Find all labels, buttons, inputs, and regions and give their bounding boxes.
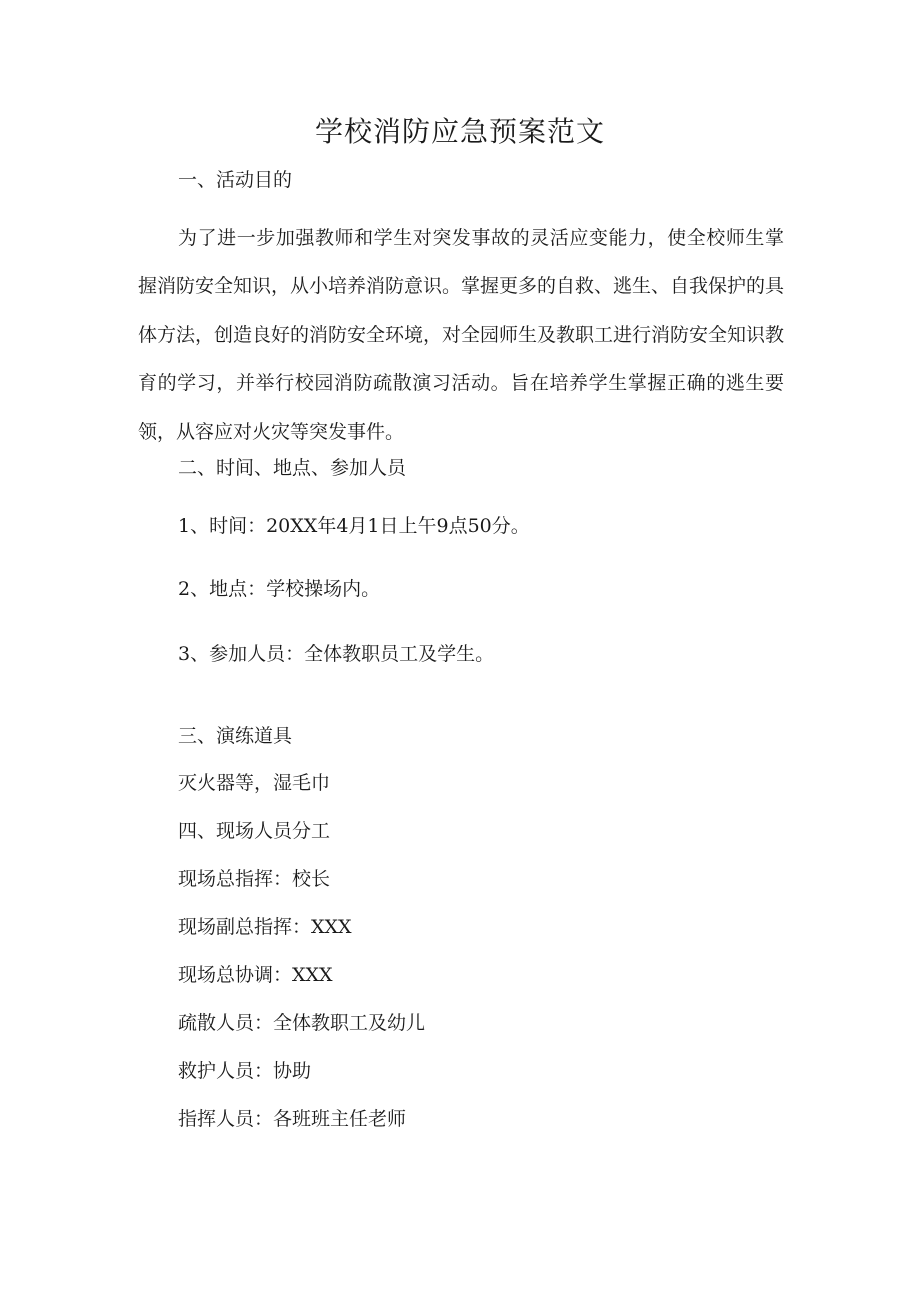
staff-item: 救护人员：协助 <box>178 1060 312 1082</box>
staff-item: 指挥人员：各班班主任老师 <box>178 1108 407 1130</box>
page-title: 学校消防应急预案范文 <box>314 115 605 148</box>
purpose-paragraph: 为了进一步加强教师和学生对突发事故的灵活应变能力，使全校师生掌握消防安全知识，从小培养消防意识。掌握更多的自救、逃生、自我保护的具体方法，创造良好的消防安全环境，对全园师生及教职工进行消防安全知识教育的学习，并举行校园消防疏散演习活动。旨在培养学生掌握正确的逃生要领，从容应对火灾等突发事件。 <box>138 227 785 443</box>
section-heading-equipment: 三、演练道具 <box>178 725 293 747</box>
staff-item: 现场总协调：XXX <box>178 964 333 986</box>
item-participants: 3、参加人员：全体教职员工及学生。 <box>178 643 495 665</box>
staff-item: 疏散人员：全体教职工及幼儿 <box>178 1012 426 1034</box>
staff-item: 现场副总指挥：XXX <box>178 916 352 938</box>
equipment-text: 灭火器等，湿毛巾 <box>178 772 331 794</box>
section-heading-time-place: 二、时间、地点、参加人员 <box>178 457 407 479</box>
section-heading-purpose: 一、活动目的 <box>178 169 293 191</box>
staff-item: 现场总指挥：校长 <box>178 868 331 890</box>
section-heading-staff: 四、现场人员分工 <box>178 820 331 842</box>
item-place: 2、地点：学校操场内。 <box>178 578 381 600</box>
item-time: 1、时间：20XX年4月1日上午9点50分。 <box>178 515 530 537</box>
